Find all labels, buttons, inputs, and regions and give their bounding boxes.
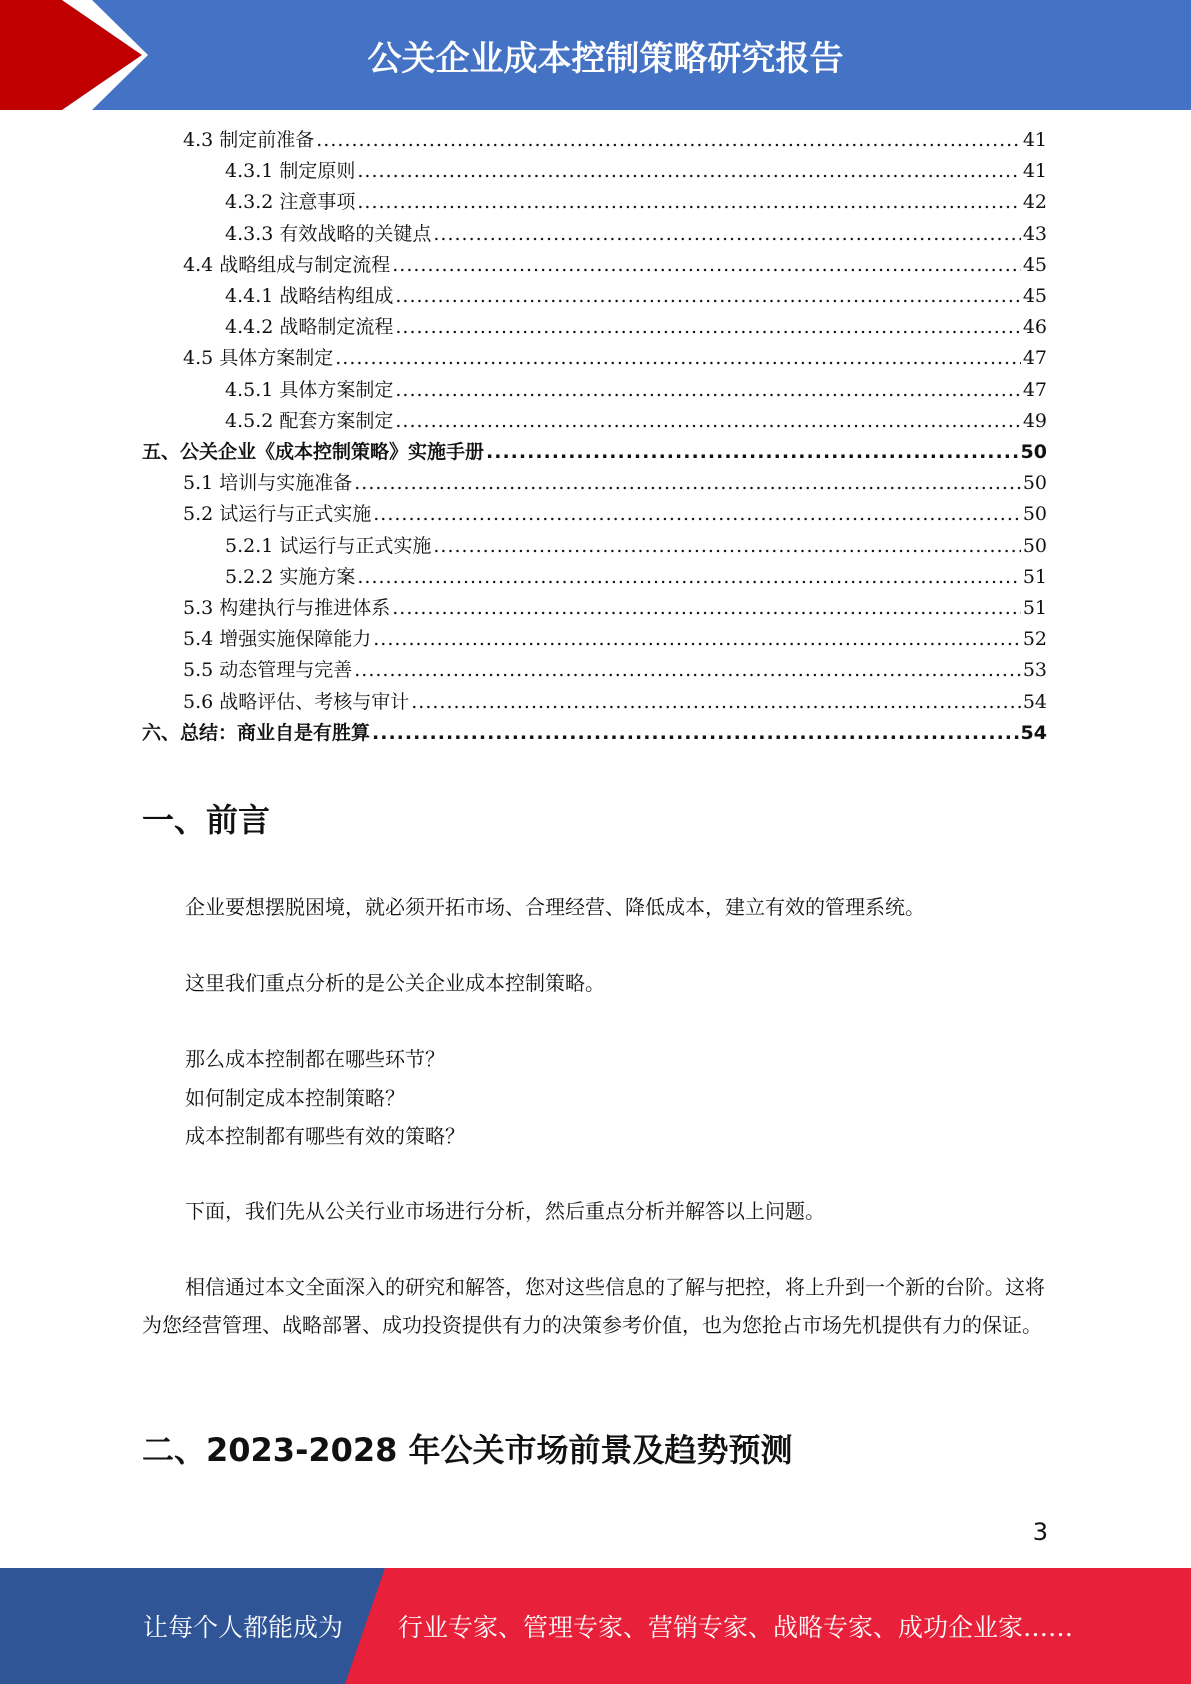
footer-slogan-left: 让每个人都能成为 [143,1613,344,1642]
paragraph: 相信通过本文全面深入的研究和解答，您对这些信息的了解与把控，将上升到一个新的台阶。这将为您经营管理、战略部署、成功投资提供有力的决策参考价值，也为您抢占市场先机提供有力的保证。 [142,1275,1045,1337]
toc-entry[interactable] [225,408,1047,434]
toc-entry-title: 六、总结：商业自是有胜算 [142,721,371,744]
toc-page-number: 41 [1022,160,1047,183]
toc-dot-leader [316,127,1021,153]
toc-page-number: 45 [1022,285,1047,307]
toc-page-number: 54 [1022,690,1047,713]
paragraph: 下面，我们先从公关行业市场进行分析，然后重点分析并解答以上问题。 [185,1199,825,1223]
toc-entry-title: 4.5 具体方案制定 [183,347,334,370]
toc-dot-leader [395,377,1020,403]
question-line: 那么成本控制都在哪些环节？ [185,1047,445,1071]
toc-entry-title: 4.3.2 注意事项 [225,191,356,214]
toc-page-number: 50 [1022,503,1047,526]
toc-page-number: 47 [1022,378,1047,401]
section-heading-preface: 一、前言 [142,801,271,839]
toc-dot-leader [354,657,1021,683]
page-footer [0,1568,1191,1684]
toc-page-number: 52 [1022,628,1047,651]
toc-entry-title: 4.5.2 配套方案制定 [225,409,394,432]
toc-page-number: 43 [1022,222,1047,245]
toc-page-number: 53 [1022,659,1047,682]
toc-dot-leader [357,189,1020,215]
toc-page-number: 47 [1022,347,1047,370]
toc-page-number: 51 [1022,565,1047,588]
toc-entry[interactable] [225,314,1047,340]
toc-entry-title: 4.4.1 战略结构组成 [225,285,394,307]
toc-dot-leader [486,439,1019,465]
toc-entry[interactable] [225,564,1047,590]
toc-entry-title: 4.4.2 战略制定流程 [225,316,394,339]
toc-entry[interactable] [225,158,1047,184]
toc-entry[interactable] [183,345,1047,371]
toc-entry[interactable] [225,283,1047,309]
question-line: 如何制定成本控制策略？ [185,1086,405,1110]
toc-page-number: 42 [1022,191,1047,214]
toc-dot-leader [373,626,1021,652]
toc-entry-title: 5.4 增强实施保障能力 [183,628,372,651]
toc-entry[interactable] [225,377,1047,403]
toc-entry-title: 4.3.1 制定原则 [225,160,356,183]
toc-page-number: 45 [1022,253,1047,276]
toc-dot-leader [373,501,1021,527]
report-title: 公关企业成本控制策略研究报告 [367,38,844,79]
toc-page-number: 54 [1020,721,1047,744]
paragraph: 这里我们重点分析的是公关企业成本控制策略。 [185,971,605,995]
page-header [0,0,1191,110]
toc-dot-leader [354,470,1021,496]
toc-entry[interactable] [183,252,1047,278]
toc-dot-leader [392,595,1021,621]
toc-page-number: 50 [1020,441,1047,463]
toc-entry-title: 4.4 战略组成与制定流程 [183,253,391,276]
toc-entry[interactable] [225,533,1047,559]
toc-dot-leader [433,533,1020,559]
toc-entry-title: 5.3 构建执行与推进体系 [183,597,391,619]
toc-page-number: 51 [1022,597,1047,619]
toc-entry-title: 4.3.3 有效战略的关键点 [225,222,432,245]
toc-entry-title: 五、公关企业《成本控制策略》实施手册 [142,441,485,463]
toc-page-number: 46 [1022,316,1047,339]
toc-entry-title: 5.2.1 试运行与正式实施 [225,534,432,557]
toc-entry[interactable] [142,439,1047,465]
toc-entry-title: 4.3 制定前准备 [183,129,315,151]
paragraph: 企业要想摆脱困境，就必须开拓市场、合理经营、降低成本，建立有效的管理系统。 [185,895,925,919]
toc-dot-leader [395,314,1020,340]
toc-entry[interactable] [142,720,1047,746]
toc-entry[interactable] [183,689,1047,715]
section-heading-market-forecast: 二、2023-2028 年公关市场前景及趋势预测 [142,1431,793,1469]
toc-dot-leader [433,221,1020,247]
toc-dot-leader [372,720,1019,746]
toc-entry[interactable] [183,127,1047,153]
toc-page-number: 49 [1022,409,1047,432]
toc-entry[interactable] [225,189,1047,215]
toc-entry[interactable] [183,657,1047,683]
toc-dot-leader [357,158,1020,184]
toc-entry[interactable] [183,626,1047,652]
toc-entry[interactable] [183,501,1047,527]
question-line: 成本控制都有哪些有效的策略？ [185,1124,465,1148]
toc-page-number: 41 [1022,129,1047,151]
toc-dot-leader [411,689,1021,715]
toc-entry[interactable] [183,470,1047,496]
toc-dot-leader [392,252,1021,278]
toc-entry-title: 4.5.1 具体方案制定 [225,378,394,401]
toc-page-number: 50 [1022,472,1047,495]
toc-entry-title: 5.2.2 实施方案 [225,565,356,588]
toc-entry-title: 5.1 培训与实施准备 [183,472,353,495]
footer-slogan-right: 行业专家、管理专家、营销专家、战略专家、成功企业家…… [398,1613,1074,1642]
page-number: 3 [1032,1518,1048,1546]
toc-entry[interactable] [225,221,1047,247]
toc-dot-leader [395,283,1020,309]
toc-entry-title: 5.6 战略评估、考核与审计 [183,690,410,713]
toc-dot-leader [335,345,1021,371]
toc-page-number: 50 [1022,534,1047,557]
toc-entry-title: 5.2 试运行与正式实施 [183,503,372,526]
toc-dot-leader [395,408,1020,434]
toc-entry-title: 5.5 动态管理与完善 [183,659,353,682]
toc-dot-leader [357,564,1020,590]
toc-entry[interactable] [183,595,1047,621]
